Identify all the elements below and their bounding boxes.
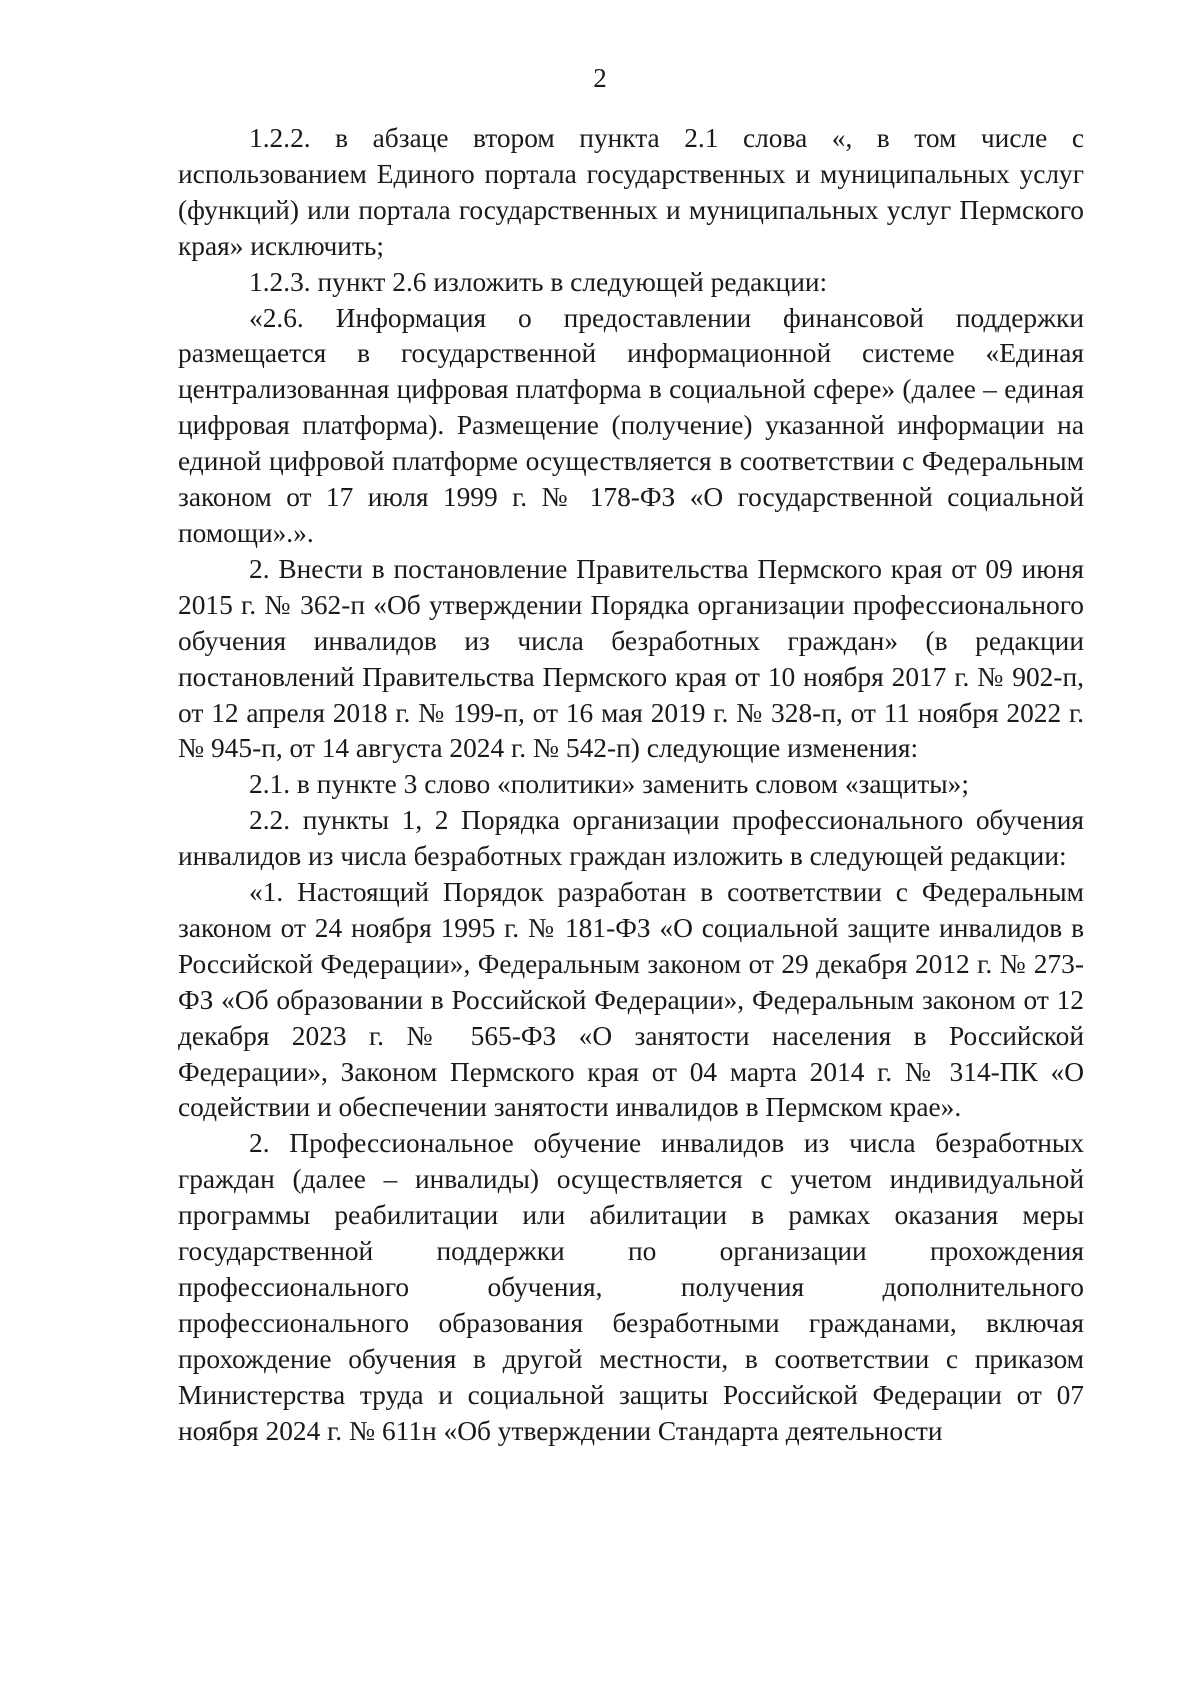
page-number: 2: [593, 63, 607, 93]
document-body: [178, 121, 1084, 1450]
paragraph-2-1: 2.1. в пункте 3 слово «политики» заменить словом «защиты»;: [249, 769, 969, 800]
paragraph-2-2: 2.2. пункты 1, 2 Порядка организации профессионального обучения инвалидов из числа безработных граждан изложить в следующей редакции:: [178, 805, 1084, 872]
paragraph-2: 2. Внести в постановление Правительства Пермского края от 09 июня 2015 г. № 362-п «Об утверждении Порядка организации профессионального обучения инвалидов из числа безработных граждан» (в редакции постановлений Правительства Пермского края от 10 ноября 2017 г. № 902-п, от 12 апреля 2018 г. № 199-п, от 16 мая 2019 г. № 328-п, от 11 ноября 2022 г. № 945-п, от 14 августа 2024 г. № 542-п) следующие изменения:: [178, 553, 1084, 764]
paragraph-2-6-quote: «2.6. Информация о предоставлении финансовой поддержки размещается в государственной информационной системе «Единая централизованная цифровая платформа в социальной сфере» (далее – единая цифровая платформа). Размещение (получение) указанной информации на единой цифровой платформе осуществляется в соответствии с Федеральным законом от 17 июля 1999 г. № 178-ФЗ «О государственной социальной помощи».».: [178, 302, 1084, 548]
paragraph-quote-1: «1. Настоящий Порядок разработан в соответствии с Федеральным законом от 24 ноября 1995 г. № 181-ФЗ «О социальной защите инвалидов в Российской Федерации», Федеральным законом от 29 декабря 2012 г. № 273-ФЗ «Об образовании в Российской Федерации», Федеральным законом от 12 декабря 2023 г. № 565-ФЗ «О занятости населения в Российской Федерации», Законом Пермского края от 04 марта 2014 г. № 314-ПК «О содействии и обеспечении занятости инвалидов в Пермском крае».: [178, 877, 1084, 1123]
paragraph-1-2-2: 1.2.2. в абзаце втором пункта 2.1 слова «, в том числе с использованием Единого портала государственных и муниципальных услуг (функций) или портала государственных и муниципальных услуг Пермского края» исключить;: [178, 123, 1084, 261]
paragraph-quote-2: 2. Профессиональное обучение инвалидов из числа безработных граждан (далее – инвалиды) осуществляется с учетом индивидуальной программы реабилитации или абилитации в рамках оказания меры государственной поддержки по организации прохождения профессионального обучения, получения дополнительного профессионального образования безработными гражданами, включая прохождение обучения в другой местности, в соответствии с приказом Министерства труда и социальной защиты Российской Федерации от 07 ноября 2024 г. № 611н «Об утверждении Стандарта деятельности: [178, 1128, 1084, 1446]
paragraph-1-2-3: 1.2.3. пункт 2.6 изложить в следующей редакции:: [249, 266, 828, 297]
